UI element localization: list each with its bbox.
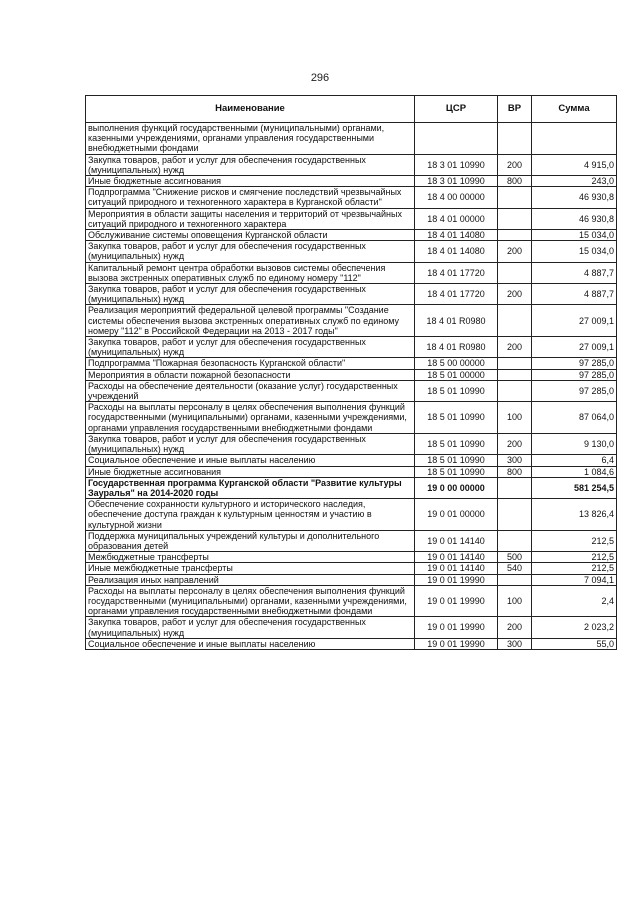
table-row <box>86 638 617 649</box>
cell-sum: 6,4 <box>532 455 617 466</box>
cell-vr: 500 <box>498 552 532 563</box>
cell-vr <box>498 499 532 531</box>
table-row <box>86 617 617 638</box>
cell-name: Закупка товаров, работ и услуг для обеспечения государственных (муниципальных) нужд <box>86 284 415 305</box>
cell-csr: 18 4 01 00000 <box>415 208 498 229</box>
table-body <box>86 123 617 650</box>
cell-name: Мероприятия в области защиты населения и территорий от чрезвычайных ситуаций природного и техногенного характера <box>86 208 415 229</box>
cell-sum: 27 009,1 <box>532 337 617 358</box>
cell-vr: 300 <box>498 455 532 466</box>
cell-name: Социальное обеспечение и иные выплаты населению <box>86 455 415 466</box>
cell-sum: 97 285,0 <box>532 369 617 380</box>
cell-name: Закупка товаров, работ и услуг для обеспечения государственных (муниципальных) нужд <box>86 154 415 175</box>
cell-vr: 100 <box>498 585 532 617</box>
cell-vr <box>498 574 532 585</box>
cell-csr: 18 5 01 10990 <box>415 455 498 466</box>
cell-csr: 18 3 01 10990 <box>415 176 498 187</box>
table-row <box>86 574 617 585</box>
cell-csr: 19 0 00 00000 <box>415 477 498 498</box>
table-row <box>86 230 617 241</box>
cell-csr: 19 0 01 19990 <box>415 574 498 585</box>
table-row <box>86 369 617 380</box>
cell-vr: 200 <box>498 284 532 305</box>
cell-sum <box>532 123 617 155</box>
cell-name: Иные бюджетные ассигнования <box>86 466 415 477</box>
cell-name: Подпрограмма "Снижение рисков и смягчение последствий чрезвычайных ситуаций природного и техногенного характера в Курганской области" <box>86 187 415 208</box>
cell-vr: 800 <box>498 466 532 477</box>
cell-vr: 300 <box>498 638 532 649</box>
cell-vr: 200 <box>498 617 532 638</box>
cell-csr: 19 0 01 19990 <box>415 638 498 649</box>
table-row <box>86 380 617 401</box>
table-row <box>86 305 617 337</box>
cell-vr: 200 <box>498 154 532 175</box>
table-row <box>86 176 617 187</box>
cell-name: Закупка товаров, работ и услуг для обеспечения государственных (муниципальных) нужд <box>86 241 415 262</box>
table-row <box>86 530 617 551</box>
cell-name: Мероприятия в области пожарной безопасности <box>86 369 415 380</box>
cell-csr: 18 4 01 R0980 <box>415 337 498 358</box>
cell-csr: 19 0 01 19990 <box>415 585 498 617</box>
cell-sum: 2 023,2 <box>532 617 617 638</box>
cell-name: Социальное обеспечение и иные выплаты населению <box>86 638 415 649</box>
table-row <box>86 187 617 208</box>
header-vr: ВР <box>498 96 532 123</box>
cell-sum: 55,0 <box>532 638 617 649</box>
cell-sum: 46 930,8 <box>532 208 617 229</box>
cell-csr <box>415 123 498 155</box>
cell-vr <box>498 208 532 229</box>
cell-sum: 212,5 <box>532 552 617 563</box>
cell-vr <box>498 230 532 241</box>
table-row <box>86 477 617 498</box>
cell-vr <box>498 358 532 369</box>
cell-name: Поддержка муниципальных учреждений культуры и дополнительного образования детей <box>86 530 415 551</box>
table-row <box>86 455 617 466</box>
cell-name: Закупка товаров, работ и услуг для обеспечения государственных (муниципальных) нужд <box>86 433 415 454</box>
table-row <box>86 262 617 283</box>
cell-vr: 200 <box>498 241 532 262</box>
cell-sum: 97 285,0 <box>532 380 617 401</box>
cell-csr: 18 5 01 10990 <box>415 402 498 434</box>
cell-vr <box>498 530 532 551</box>
page-number: 296 <box>310 72 330 84</box>
table-row <box>86 585 617 617</box>
cell-vr <box>498 380 532 401</box>
cell-name: Государственная программа Курганской области "Развитие культуры Зауралья" на 2014-2020 годы <box>86 477 415 498</box>
cell-sum: 15 034,0 <box>532 241 617 262</box>
table-row <box>86 499 617 531</box>
cell-sum: 2,4 <box>532 585 617 617</box>
cell-csr: 18 4 01 17720 <box>415 284 498 305</box>
table-row <box>86 466 617 477</box>
table-row <box>86 241 617 262</box>
cell-name: Подпрограмма "Пожарная безопасность Курганской области" <box>86 358 415 369</box>
cell-sum: 581 254,5 <box>532 477 617 498</box>
cell-name: Закупка товаров, работ и услуг для обеспечения государственных (муниципальных) нужд <box>86 337 415 358</box>
cell-name: Межбюджетные трансферты <box>86 552 415 563</box>
cell-sum: 46 930,8 <box>532 187 617 208</box>
cell-sum: 15 034,0 <box>532 230 617 241</box>
cell-csr: 18 4 01 14080 <box>415 230 498 241</box>
cell-csr: 18 4 01 14080 <box>415 241 498 262</box>
cell-csr: 19 0 01 14140 <box>415 530 498 551</box>
cell-csr: 19 0 01 14140 <box>415 563 498 574</box>
table-row <box>86 563 617 574</box>
cell-name: Реализация мероприятий федеральной целевой программы "Создание системы обеспечения вызова экстренных оперативных служб по единому номеру "112" в Российской Федерации на 2013 - 2017 годы" <box>86 305 415 337</box>
cell-sum: 4 887,7 <box>532 262 617 283</box>
cell-vr <box>498 477 532 498</box>
header-csr: ЦСР <box>415 96 498 123</box>
table-row <box>86 337 617 358</box>
cell-name: Расходы на обеспечение деятельности (оказание услуг) государственных учреждений <box>86 380 415 401</box>
cell-vr: 200 <box>498 337 532 358</box>
cell-name: Капитальный ремонт центра обработки вызовов системы обеспечения вызова экстренных оперативных служб по единому номеру "112" <box>86 262 415 283</box>
cell-name: Реализация иных направлений <box>86 574 415 585</box>
table-row <box>86 358 617 369</box>
cell-csr: 19 0 01 19990 <box>415 617 498 638</box>
cell-vr <box>498 187 532 208</box>
cell-name: Закупка товаров, работ и услуг для обеспечения государственных (муниципальных) нужд <box>86 617 415 638</box>
cell-csr: 18 4 01 17720 <box>415 262 498 283</box>
cell-name: Обслуживание системы оповещения Курганской области <box>86 230 415 241</box>
cell-csr: 18 3 01 10990 <box>415 154 498 175</box>
cell-vr <box>498 123 532 155</box>
cell-sum: 4 887,7 <box>532 284 617 305</box>
table-row <box>86 433 617 454</box>
cell-csr: 18 4 00 00000 <box>415 187 498 208</box>
cell-name: Обеспечение сохранности культурного и исторического наследия, обеспечение доступа граждан к культурным ценностям и участию в культурной жизни <box>86 499 415 531</box>
cell-csr: 18 5 00 00000 <box>415 358 498 369</box>
cell-sum: 212,5 <box>532 530 617 551</box>
cell-sum: 97 285,0 <box>532 358 617 369</box>
table-row <box>86 402 617 434</box>
cell-sum: 27 009,1 <box>532 305 617 337</box>
cell-sum: 212,5 <box>532 563 617 574</box>
cell-vr: 540 <box>498 563 532 574</box>
cell-csr: 18 5 01 10990 <box>415 466 498 477</box>
cell-name: Расходы на выплаты персоналу в целях обеспечения выполнения функций государственными (муниципальными) органами, казенными учреждениями, органами управления государственными внебюджетными фондами <box>86 585 415 617</box>
table-header-row <box>86 96 617 123</box>
cell-csr: 19 0 01 14140 <box>415 552 498 563</box>
cell-vr <box>498 262 532 283</box>
cell-sum: 7 094,1 <box>532 574 617 585</box>
cell-csr: 18 4 01 R0980 <box>415 305 498 337</box>
cell-name: выполнения функций государственными (муниципальными) органами, казенными учреждениями, органами управления государственными внебюджетными фондами <box>86 123 415 155</box>
table-row <box>86 123 617 155</box>
cell-csr: 19 0 01 00000 <box>415 499 498 531</box>
cell-name: Иные межбюджетные трансферты <box>86 563 415 574</box>
header-sum: Сумма <box>532 96 617 123</box>
cell-sum: 13 826,4 <box>532 499 617 531</box>
table-row <box>86 154 617 175</box>
cell-sum: 9 130,0 <box>532 433 617 454</box>
cell-name: Расходы на выплаты персоналу в целях обеспечения выполнения функций государственными (муниципальными) органами, казенными учреждениями, органами управления государственными внебюджетными фондами <box>86 402 415 434</box>
cell-vr: 200 <box>498 433 532 454</box>
cell-csr: 18 5 01 10990 <box>415 380 498 401</box>
cell-vr: 100 <box>498 402 532 434</box>
cell-csr: 18 5 01 10990 <box>415 433 498 454</box>
budget-table <box>85 95 617 650</box>
cell-sum: 243,0 <box>532 176 617 187</box>
cell-sum: 4 915,0 <box>532 154 617 175</box>
cell-vr <box>498 305 532 337</box>
cell-vr <box>498 369 532 380</box>
table-row <box>86 284 617 305</box>
table-row <box>86 208 617 229</box>
cell-sum: 1 084,6 <box>532 466 617 477</box>
cell-csr: 18 5 01 00000 <box>415 369 498 380</box>
table-row <box>86 552 617 563</box>
header-name: Наименование <box>86 96 415 123</box>
cell-vr: 800 <box>498 176 532 187</box>
cell-sum: 87 064,0 <box>532 402 617 434</box>
cell-name: Иные бюджетные ассигнования <box>86 176 415 187</box>
